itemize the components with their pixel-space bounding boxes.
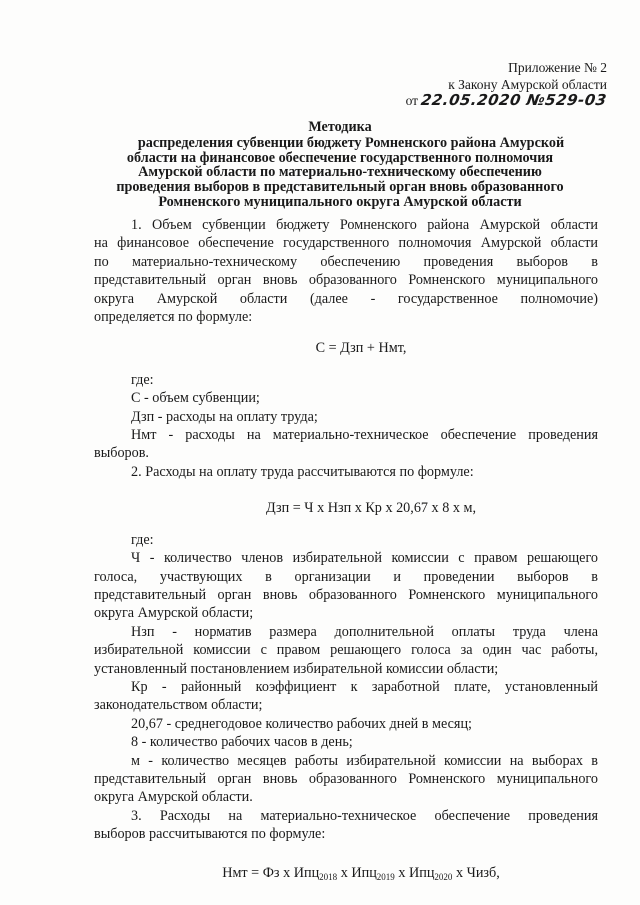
paragraph-1 [94,216,598,326]
formula-part: х Чизб, [455,864,500,881]
body-line: представительный орган вновь образованного Ромненского муниципального [94,272,598,289]
formula-subscript: 2020 [434,871,453,882]
document-body [94,216,598,882]
definition-line: Ч - количество членов избирательной комиссии с правом решающего [131,550,598,567]
where-label: где: [131,371,154,388]
definition-line: округа Амурской области. [94,789,253,806]
law-date [287,92,607,109]
definition-line: С - объем субвенции; [131,390,260,407]
definition-line: м - количество месяцев работы избирательной комиссии на выборах в [131,752,598,769]
definition-line: избирательной комиссии с правом решающего голоса за один час работы, [94,642,598,659]
document-title [80,120,600,210]
definition-line: представительный орган вновь образованного Ромненского муниципального [94,586,598,603]
definition-line: 20,67 - среднегодовое количество рабочих дней в месяц; [131,715,472,732]
paragraph-2-intro: 2. Расходы на оплату труда рассчитываются по формуле: [131,463,474,480]
paragraph-3: выборов рассчитываются по формуле: [94,826,326,843]
body-line: 1. Объем субвенции бюджету Ромненского района Амурской области [131,217,598,233]
title-line: распределения субвенции бюджету Ромненского района Амурской [137,134,565,151]
body-line: по материально-техническому обеспечению проведения выборов в [94,253,598,270]
formula-part: х Ипц [398,864,435,881]
body-line: округа Амурской области (далее - государственное полномочие) [94,290,598,307]
title-line: области на финансовое обеспечение государственного полномочия [126,149,554,166]
definition-line: Нмт - расходы на материально-техническое обеспечение проведения [131,427,598,444]
formula-material [94,864,598,882]
law-reference: к Закону Амурской области [448,77,607,92]
formula-subvention: С = Дзп + Нмт, [315,340,407,357]
definition-line: законодательством области; [94,697,263,714]
definition-line: выборов. [94,445,149,462]
definition-line: Дзп - расходы на оплату труда; [131,408,318,425]
definition-line: голоса, участвующих в организации и проведении выборов в [94,568,598,585]
handwritten-date: 22.05.2020 №529-03 [420,91,609,109]
formula-subscript: 2019 [376,871,395,882]
title-line: проведения выборов в представительный орган вновь образованного [116,179,564,196]
definition-line: Нзп - норматив размера дополнительной оплаты труда члена [131,623,598,640]
definition-line: округа Амурской области; [94,605,254,622]
body-line: на финансовое обеспечение государственного полномочия Амурской области [94,235,598,252]
title-line: Ромненского муниципального округа Амурской области [158,193,522,210]
definition-line: 8 - количество рабочих часов в день; [131,734,353,751]
date-prefix: от [405,93,419,108]
formula-labor: Дзп = Ч х Нзп х Кр х 20,67 х 8 х м, [265,500,477,517]
appendix-number: Приложение № 2 [508,60,607,75]
definition-line: Кр - районный коэффициент к заработной плате, установленный [131,678,598,695]
title-line: Амурской области по материально-техническому обеспечению [138,164,542,181]
where-label: где: [131,531,154,548]
appendix-header [287,59,607,109]
definition-line: представительный орган вновь образованного Ромненского муниципального [94,770,598,787]
formula-part: Нмт = Фз х [222,864,291,881]
formula-part: Ипц [293,864,320,881]
title-heading: Методика [308,119,372,135]
body-line: определяется по формуле: [94,309,253,326]
paragraph-3: 3. Расходы на материально-техническое обеспечение проведения [131,807,598,824]
definition-line: установленный постановлением избирательной комиссии области; [94,660,499,677]
formula-part: х Ипц [340,864,377,881]
formula-subscript: 2018 [319,871,338,882]
